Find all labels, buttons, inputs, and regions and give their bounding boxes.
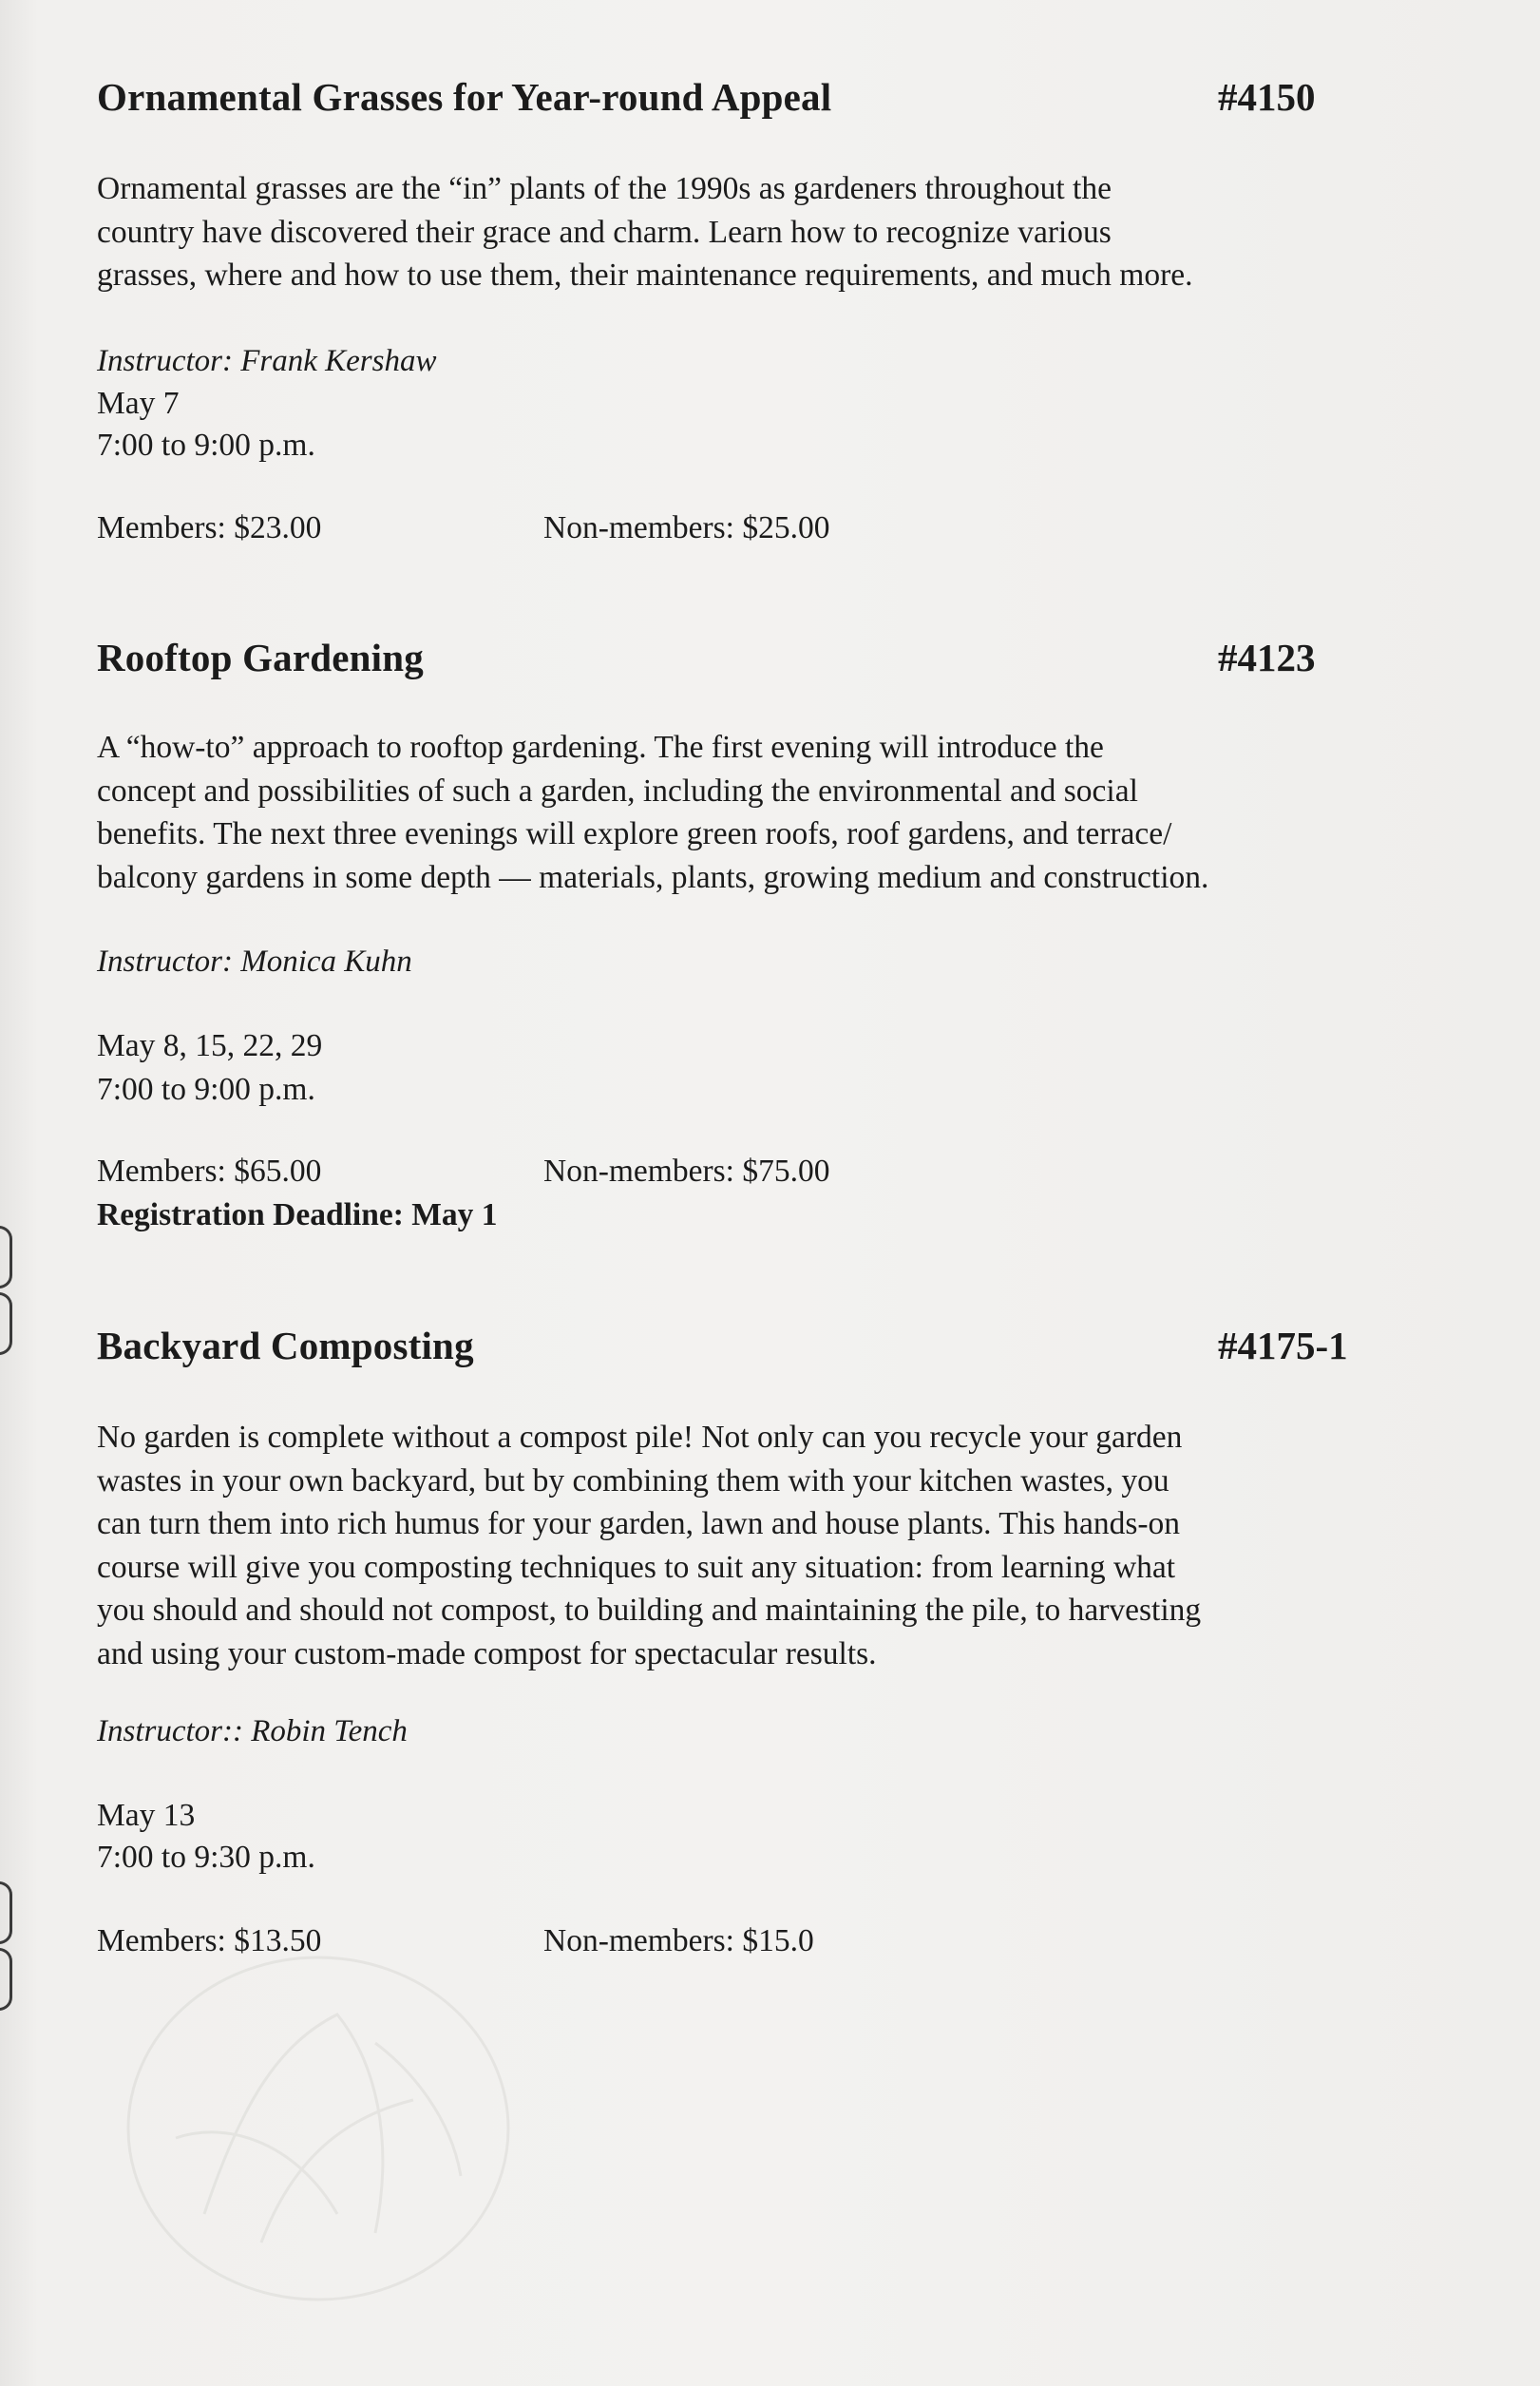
description-line: you should and should not compost, to building and maintaining the pile, to harvesting [97, 1593, 1202, 1628]
course-code: #4123 [1218, 636, 1316, 679]
spiral-binding [0, 1197, 13, 1986]
course-code: #4150 [1218, 75, 1316, 119]
description-line: wastes in your own backyard, but by combining them with your kitchen wastes, you [97, 1462, 1169, 1498]
description-line: No garden is complete without a compost pile! Not only can you recycle your garden [97, 1420, 1183, 1455]
course-dates: May 7 [97, 386, 180, 421]
description-line: benefits. The next three evenings will explore green roofs, roof gardens, and terrace/ [97, 816, 1172, 851]
description-line: course will give you composting techniques to suit any situation: from learning what [97, 1549, 1176, 1585]
description-line: and using your custom-made compost for spectacular results. [97, 1635, 877, 1671]
description-line: A “how-to” approach to rooftop gardening. The first evening will introduce the [97, 730, 1104, 765]
course-title: Ornamental Grasses for Year-round Appeal [97, 75, 832, 119]
description-line: grasses, where and how to use them, their maintenance requirements, and much more. [97, 258, 1193, 293]
course-code: #4175-1 [1218, 1324, 1348, 1367]
description-line: can turn them into rich humus for your garden, lawn and house plants. This hands-on [97, 1506, 1181, 1541]
description-line: concept and possibilities of such a garden, including the environmental and social [97, 773, 1138, 809]
bleed-through-emblem [90, 1929, 546, 2328]
course-title: Rooftop Gardening [97, 636, 424, 679]
registration-deadline: Registration Deadline: May 1 [97, 1197, 498, 1232]
members-price: Members: $23.00 [97, 510, 322, 545]
course-instructor: Instructor: Monica Kuhn [97, 945, 412, 979]
nonmembers-price: Non-members: $25.00 [543, 510, 830, 545]
course-description [97, 1416, 1493, 1675]
nonmembers-price: Non-members: $15.0 [543, 1923, 814, 1958]
description-line: balcony gardens in some depth — materials, plants, growing medium and construction. [97, 859, 1209, 895]
nonmembers-price: Non-members: $75.00 [543, 1154, 830, 1189]
course-time: 7:00 to 9:00 p.m. [97, 428, 315, 463]
course-time: 7:00 to 9:30 p.m. [97, 1840, 315, 1875]
description-line: Ornamental grasses are the “in” plants of the 1990s as gardeners throughout the [97, 171, 1112, 206]
description-line: country have discovered their grace and charm. Learn how to recognize various [97, 214, 1112, 250]
course-dates: May 13 [97, 1798, 196, 1833]
course-title: Backyard Composting [97, 1324, 474, 1367]
course-instructor: Instructor:: Robin Tench [97, 1714, 408, 1748]
course-instructor: Instructor: Frank Kershaw [97, 344, 437, 378]
binding-ring [0, 1881, 12, 1944]
course-description [97, 726, 1493, 899]
binding-ring [0, 1948, 12, 2011]
course-dates: May 8, 15, 22, 29 [97, 1028, 323, 1063]
binding-ring [0, 1292, 12, 1355]
course-time: 7:00 to 9:00 p.m. [97, 1072, 315, 1107]
binding-ring [0, 1226, 12, 1288]
members-price: Members: $65.00 [97, 1154, 322, 1189]
members-price: Members: $13.50 [97, 1923, 322, 1958]
course-description [97, 167, 1493, 297]
